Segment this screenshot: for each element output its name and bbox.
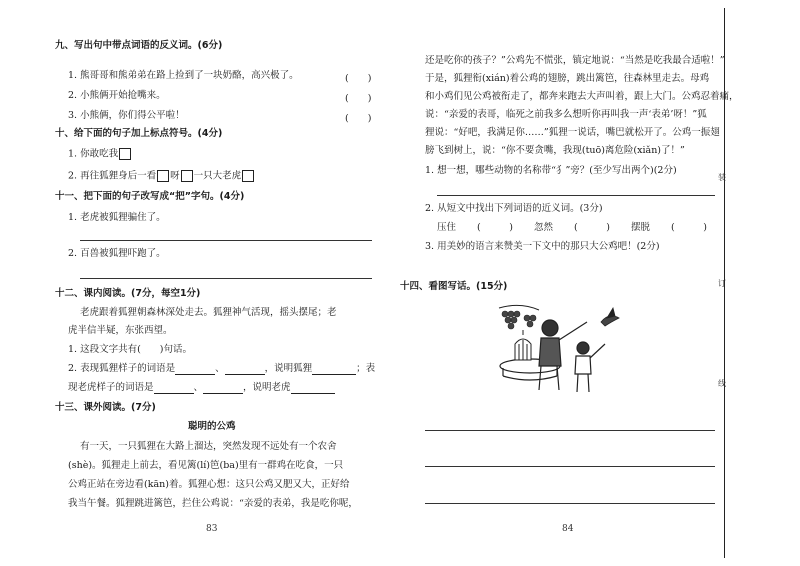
s11-item-2: 2. 百兽被狐狸吓跑了。	[68, 248, 166, 259]
story-cont-line-6: 膀飞到树上，说：“你不要贪嘴，我现(tuō)离危险(xiǎn)了！”	[425, 145, 685, 156]
s12-q2-text-c: ；表	[356, 363, 376, 374]
section-10-title: 十、给下面的句子加上标点符号。(4分)	[55, 128, 223, 139]
s10-item-1	[68, 148, 132, 161]
adult-figure-image	[539, 320, 587, 390]
s10-item-1-text: 1. 你敢吃我	[68, 148, 119, 160]
s9-item-1: 1. 熊哥哥和熊弟弟在路上捡到了一块奶酪，高兴极了。	[68, 70, 299, 81]
s12-q2-text-d: 现老虎样子的词语是	[68, 382, 154, 393]
writing-line-3[interactable]	[425, 503, 715, 504]
blank[interactable]	[203, 393, 243, 394]
punct-box[interactable]	[157, 170, 169, 182]
section-13-title: 十三、课外阅读。(7分)	[55, 402, 156, 413]
grapes-image	[499, 305, 539, 329]
word-2-answer[interactable]: ( )	[574, 222, 610, 233]
story-line-2: (shè)。狐狸走上前去，看见篱(lí)笆(ba)里有一群鸡在吃食，一只	[68, 460, 344, 471]
s10-item-2-text-a: 2. 再往狐狸身后一看	[68, 170, 157, 182]
s10-item-2-text-c: 一只大老虎	[193, 170, 242, 182]
story-cont-line-2: 于是，狐狸衔(xián)着公鸡的翅膀，跳出篱笆，往森林里走去。母鸡	[425, 73, 710, 84]
section-9-title: 九、写出句中带点词语的反义词。(6分)	[55, 40, 223, 51]
page-number-left: 83	[206, 524, 218, 534]
binding-label-2: 订	[718, 279, 726, 288]
s11-item-1: 1. 老虎被狐狸骗住了。	[68, 212, 166, 223]
page-number-right: 84	[562, 524, 574, 534]
blank[interactable]	[291, 393, 335, 394]
section-14-title: 十四、看图写话。(15分)	[400, 281, 508, 292]
story-cont-line-4: 说：“亲爱的表哥，临死之前我多么想听你再叫我一声‘表弟’呀！”狐	[425, 109, 707, 120]
s10-item-2-text-b: 呀	[170, 170, 180, 182]
punct-box[interactable]	[242, 170, 254, 182]
s9-answer-3[interactable]: ( )	[345, 113, 372, 124]
word-2: 忽然	[534, 222, 554, 233]
s9-item-2: 2. 小熊俩开始抢嘴来。	[68, 90, 166, 101]
story-title: 聪明的公鸡	[188, 421, 236, 432]
s12-q2-text-b: ，说明狐狸	[264, 363, 313, 374]
blank[interactable]	[154, 393, 194, 394]
story-line-3: 公鸡正站在旁边看(kān)着。狐狸心想：这只公鸡又肥又大，正好给	[68, 479, 350, 490]
s12-q2-cont: 现老虎样子的词语是 、 ，说明老虎	[68, 382, 335, 394]
right-q2-words	[437, 222, 707, 234]
s12-q1: 1. 这段文字共有( )句话。	[68, 344, 192, 355]
word-3: 摆脱	[631, 222, 651, 233]
s11-answer-line-1[interactable]	[80, 240, 372, 241]
illustration	[495, 300, 635, 395]
word-1: 压住	[437, 222, 457, 233]
word-1-answer[interactable]: ( )	[477, 222, 513, 233]
story-cont-line-3: 和小鸡们见公鸡被衔走了，都奔来跑去大声叫着，跟上大门。公鸡忍着痛，	[425, 91, 739, 102]
s10-item-2	[68, 170, 255, 183]
right-q2: 2. 从短文中找出下列词语的近义词。(3分)	[425, 203, 603, 214]
blank[interactable]	[312, 374, 356, 375]
section-12-title: 十二、课内阅读。(7分，每空1分)	[55, 288, 201, 299]
birdcage-image	[515, 330, 531, 360]
bird-image	[601, 308, 619, 326]
word-3-answer[interactable]: ( )	[671, 222, 707, 233]
s9-item-3: 3. 小熊俩，你们得公平啦！	[68, 110, 185, 121]
child-figure-image	[575, 342, 605, 392]
right-q1-answer-line[interactable]	[437, 195, 715, 196]
s9-answer-1[interactable]: ( )	[345, 73, 372, 84]
blank[interactable]	[225, 374, 265, 375]
section-11-title: 十一、把下面的句子改写成“把”字句。(4分)	[55, 191, 245, 202]
story-line-4: 我当午餐。狐狸跳进篱笆，拦住公鸡说：“亲爱的表弟，我是吃你呢，	[68, 498, 358, 509]
punct-box[interactable]	[181, 170, 193, 182]
binding-label-1: 装	[718, 173, 726, 182]
s12-passage-line-1: 老虎跟着狐狸朝森林深处走去。狐狸神气活现，摇头摆尾；老	[80, 307, 337, 318]
right-q3: 3. 用美妙的语言来赞美一下文中的那只大公鸡吧！(2分)	[425, 241, 660, 252]
story-cont-line-1: 还是吃你的孩子？”公鸡先不慌张，镇定地说：“当然是吃我最合适啦！”	[425, 55, 725, 66]
writing-line-2[interactable]	[425, 466, 715, 467]
blank[interactable]	[175, 374, 215, 375]
s12-q2-text-e: ，说明老虎	[243, 382, 291, 393]
right-q1: 1. 想一想，哪些动物的名称带“犭”旁？(至少写出两个)(2分)	[425, 165, 677, 176]
writing-line-1[interactable]	[425, 430, 715, 431]
s12-q2: 2. 表现狐狸样子的词语是 、 ，说明狐狸 ；表	[68, 363, 376, 374]
s12-q2-text-a: 2. 表现狐狸样子的词语是	[68, 363, 176, 374]
binding-label-3: 线	[718, 379, 726, 388]
s9-answer-2[interactable]: ( )	[345, 93, 372, 104]
story-line-1: 有一天，一只狐狸在大路上溜达，突然发现不远处有一个农舍	[80, 441, 337, 452]
s11-answer-line-2[interactable]	[80, 278, 372, 279]
punct-box[interactable]	[119, 148, 131, 160]
s12-passage-line-2: 虎半信半疑，东张西望。	[68, 325, 173, 336]
story-cont-line-5: 狸说：“好吧，我满足你……”狐狸一说话，嘴巴就松开了。公鸡一振翅	[425, 127, 720, 138]
